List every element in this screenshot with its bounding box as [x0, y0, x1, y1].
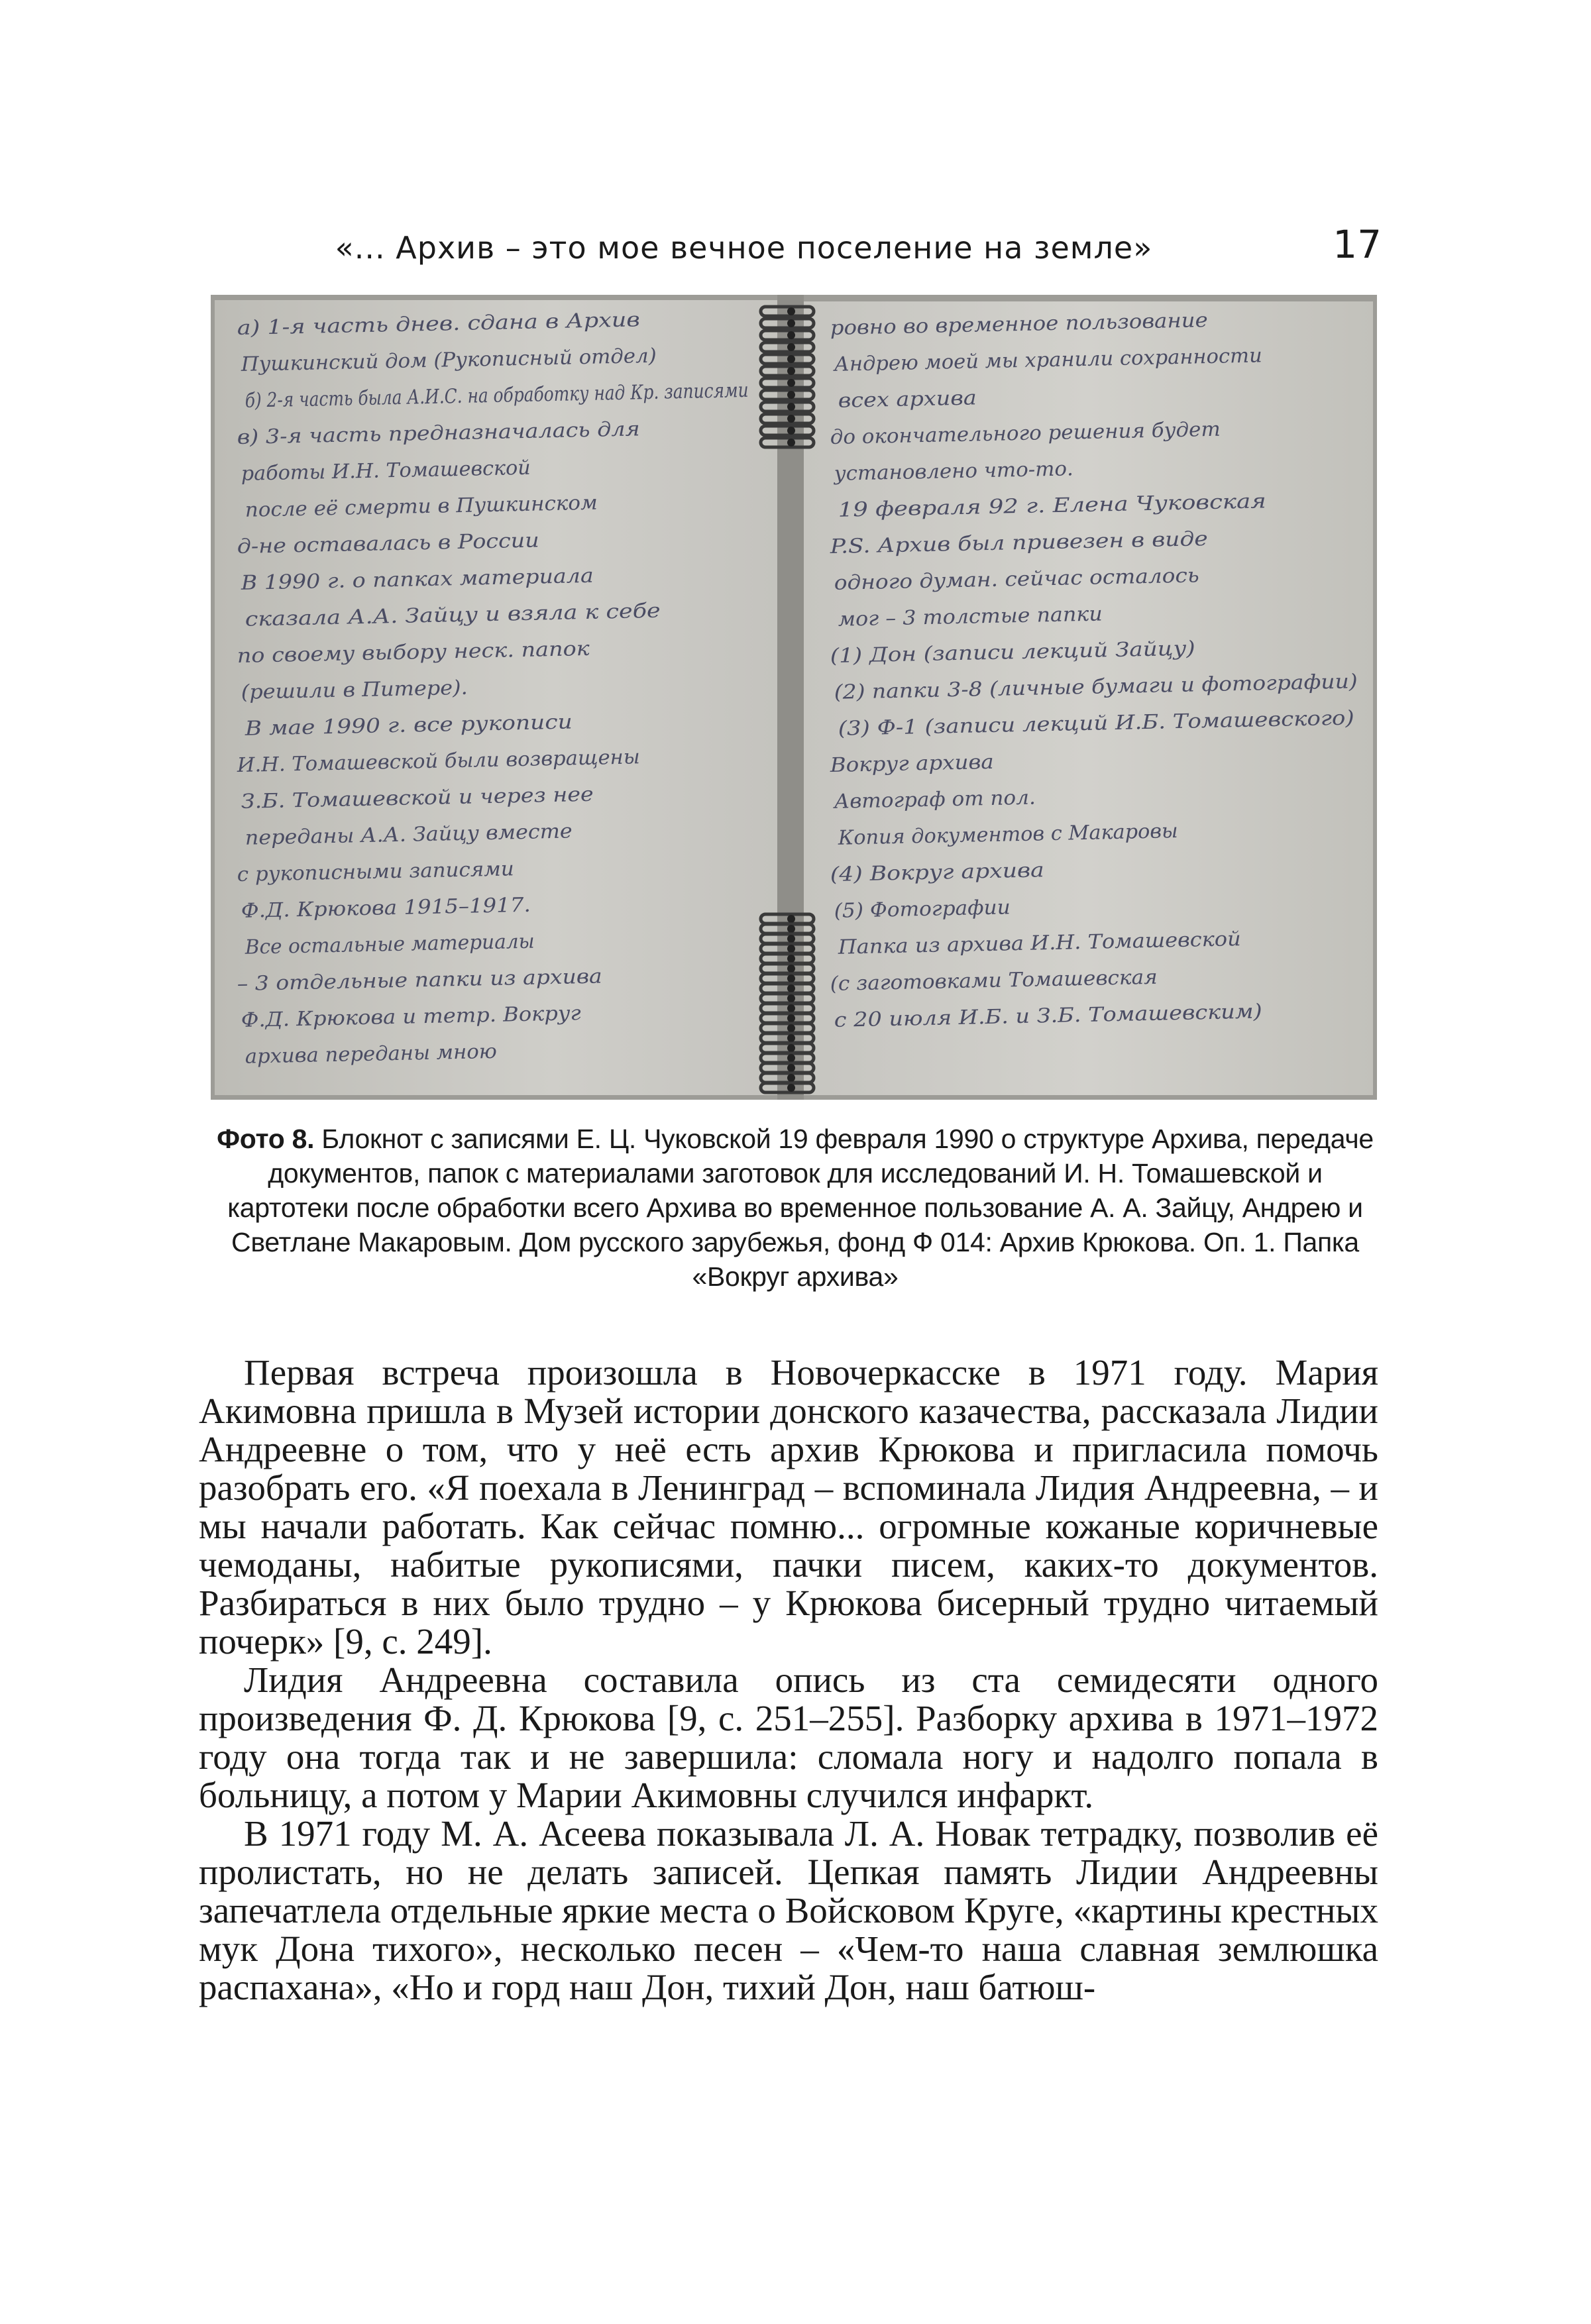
handwriting-right-line: Вокруг архива [830, 751, 982, 777]
handwriting-left-line: с рукописными записями [237, 857, 507, 886]
handwriting-left-line: б) 2-я часть была А.И.С. на обработку над Кр. записями [245, 376, 853, 413]
handwriting-right-line: Копия документов с Макаровы [838, 819, 1175, 850]
binding-hole [787, 391, 795, 399]
binding-hole [787, 984, 795, 992]
binding-hole [787, 1004, 795, 1012]
binding-hole [787, 307, 795, 315]
binding-hole [787, 355, 795, 363]
handwriting-left-line: З.Б. Томашевской и через нее [241, 783, 559, 814]
handwriting-left-line: по своему выбору неск. папок [237, 638, 554, 668]
spiral-binding-top [761, 307, 814, 447]
handwriting-right-line: 19 февраля 92 г. Елена Чуковская [838, 491, 1201, 522]
handwriting-left-line: – 3 отдельные папки из архива [237, 965, 569, 996]
binding-hole [787, 403, 795, 411]
handwriting-right-line: ровно во временное пользование [830, 309, 1181, 340]
handwriting-right-line: (4) Вокруг архива [830, 859, 1016, 886]
handwriting-left-line: д-не оставалась в России [237, 529, 509, 558]
binding-hole [787, 379, 795, 387]
handwriting-right-line: P.S. Архив был привезен в виде [830, 528, 1159, 558]
binding-hole [787, 1074, 795, 1082]
photo-caption [212, 1122, 1378, 1294]
handwriting-left-line: Пушкинский дом (Рукописный отдел) [241, 344, 647, 376]
handwriting-right-line: (3) Ф-1 (записи лекций И.Б. Томашевского) [838, 708, 1295, 741]
handwriting-left-line: И.Н. Томашевской были возвращены [237, 745, 633, 777]
binding-hole [787, 1024, 795, 1032]
handwriting-right-line: до окончательного решения будет [830, 418, 1209, 449]
binding-hole [787, 427, 795, 435]
handwriting-right-line: всех архива [838, 386, 963, 413]
handwriting-right-line: (1) Дон (записи лекций Зайцу) [830, 637, 1151, 668]
handwriting-right-line: с 20 июля И.Б. и З.Б. Томашевским) [834, 1000, 1218, 1032]
body-text [199, 1353, 1378, 2007]
handwriting-left-line: а) 1-я часть днев. сдана в Архив [237, 309, 584, 340]
handwriting-right-line: (5) Фотографии [834, 896, 1004, 923]
running-title: «... Архив – это мое вечное поселение на земле» [335, 230, 1153, 266]
handwriting-right-line: мог – 3 толстые папки [838, 602, 1089, 631]
handwriting-left-line: Ф.Д. Крюкова и тетр. Вокруг [241, 1002, 559, 1032]
handwriting-left-line: сказала А.А. Зайцу и взяла к себе [245, 600, 602, 631]
handwriting-left-line: Все остальные материалы [245, 929, 539, 959]
binding-hole [787, 1054, 795, 1062]
notebook-photo-svg [211, 295, 1377, 1100]
binding-hole [787, 994, 795, 1002]
handwriting-left-line: архива переданы мною [245, 1039, 492, 1069]
binding-hole [787, 915, 795, 923]
caption-text: Блокнот с записями Е. Ц. Чуковской 19 февраля 1990 о структуре Архива, передаче документов, папок с материалами заготовок для исследований И. Н. Томашевской и картотеки после обработки всего Архива во временное пользование А. А. Зайцу, Андрею и Светлане Макаровым. Дом русского зарубежья, фонд Ф 014: Архив Крюкова. Оп. 1. Папка «Вокруг архива» [227, 1124, 1374, 1292]
binding-hole [787, 955, 795, 963]
handwriting-left-line: В 1990 г. о папках материала [241, 564, 560, 595]
caption-label: Фото 8. [217, 1124, 315, 1154]
handwriting-left-line: переданы А.А. Зайцу вместе [245, 820, 554, 850]
handwriting-left-line: в) 3-я часть предназначалась для [237, 418, 600, 449]
binding-hole [787, 367, 795, 375]
handwriting-right-line: Андрею моей мы хранили сохранности [834, 344, 1255, 376]
handwriting-left-line: после её смерти в Пушкинском [245, 491, 587, 522]
handwriting-right-line: установлено что-то. [834, 457, 1068, 486]
binding-hole [787, 319, 795, 327]
handwriting-right-line: одного думан. сейчас осталось [834, 564, 1168, 595]
handwriting-right-line: (2) папки 3-8 (личные бумаги и фотографии) [834, 670, 1311, 704]
handwriting-left-line: (решили в Питере). [241, 676, 455, 704]
running-header [199, 222, 1382, 275]
binding-hole [787, 935, 795, 943]
page-number: 17 [1333, 222, 1382, 267]
binding-hole [787, 945, 795, 953]
handwriting-left-line: работы И.Н. Томашевской [241, 456, 529, 486]
binding-hole [787, 415, 795, 423]
binding-hole [787, 1044, 795, 1052]
binding-hole [787, 1064, 795, 1072]
binding-hole [787, 1084, 795, 1092]
handwriting-right-line: Автограф от пол. [834, 786, 1030, 814]
binding-hole [787, 1014, 795, 1022]
handwriting-right-line: Папка из архива И.Н. Томашевской [838, 927, 1216, 959]
binding-hole [787, 1034, 795, 1042]
paragraph-1: Первая встреча произошла в Новочеркасске в 1971 году. Мария Акимовна пришла в Музей истории донского казачества, рассказала Лидии Андреевне о том, что у неё есть архив Крюкова и пригласила помочь разобрать его. «Я поехала в Ленинград – вспоминала Лидия Андреевна, – и мы начали работать. Как сейчас помню... огромные кожаные коричневые чемоданы, набитые рукописями, пачки писем, каких-то документов. Разбираться в них было трудно – у Крюкова бисерный трудно читаемый почерк» [9, с. 249]. [199, 1352, 1378, 1662]
handwriting-right-line: (с заготовками Томашевская [830, 966, 1146, 996]
paragraph-3: В 1971 году М. А. Асеева показывала Л. А. Новак тетрадку, позволив её пролистать, но не делать записей. Цепкая память Лидии Андреевны запечатлела отдельные яркие места о Войсковом Круге, «картины крестных мук Дона тихого», несколько песен – «Чем-то наша славная землюшка распахана», «Но и горд наш Дон, тихий Дон, наш батюш- [199, 1813, 1378, 2007]
handwriting-left-line: В мае 1990 г. все рукописи [245, 711, 531, 741]
notebook-photo [211, 295, 1377, 1100]
binding-hole [787, 439, 795, 447]
binding-hole [787, 965, 795, 973]
binding-hole [787, 331, 795, 339]
binding-hole [787, 925, 795, 933]
handwriting-left-line: Ф.Д. Крюкова 1915–1917. [241, 894, 510, 923]
paragraph-2: Лидия Андреевна составила опись из ста семидесяти одного произведения Ф. Д. Крюкова [9, с. 251–255]. Разборку архива в 1971–1972 году она тогда так и не завершила: сломала ногу и надолго попала в больницу, а потом у Марии Акимовны случился инфаркт. [199, 1660, 1378, 1815]
binding-hole [787, 975, 795, 982]
binding-hole [787, 343, 795, 351]
